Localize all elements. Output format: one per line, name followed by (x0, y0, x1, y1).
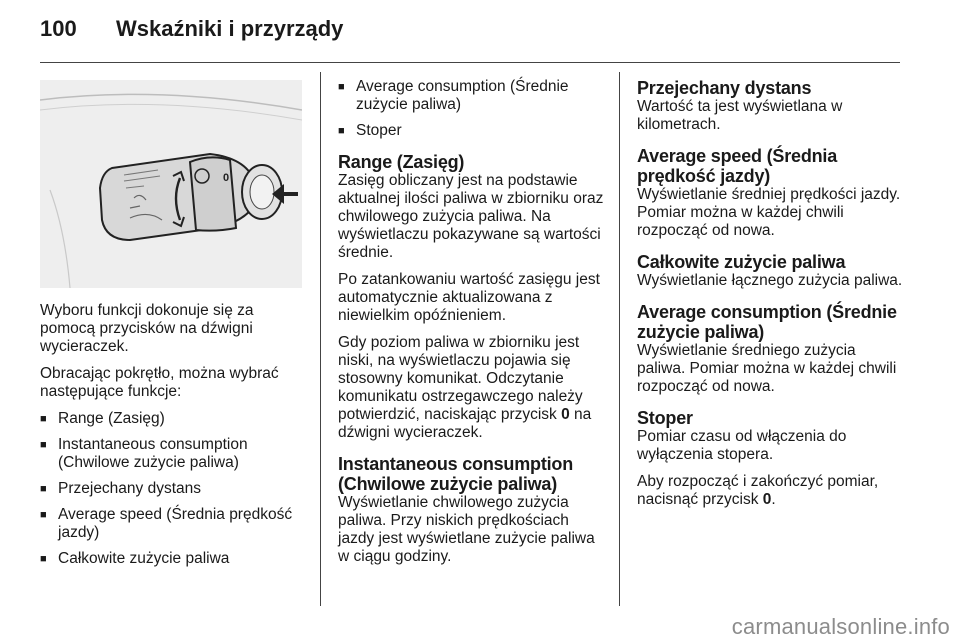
list-item: ■ Range (Zasięg) (40, 410, 306, 428)
section-heading-average-consumption: Average consumption (Średnie zużycie paliwa) (637, 302, 897, 342)
wiper-lever-illustration (40, 80, 302, 288)
intro-paragraph: Wyboru funkcji dokonuje się za pomocą przycisków na dźwigni wycieraczek. (40, 302, 254, 355)
list-item: ■ Przejechany dystans (40, 480, 306, 498)
function-list (40, 410, 306, 568)
section-heading-stopwatch: Stoper (637, 408, 693, 428)
total-consumption-paragraph: Wyświetlanie łącznego zużycia paliwa. (637, 272, 903, 289)
page-header (40, 16, 920, 48)
list-item: ■ Stoper (338, 122, 604, 140)
column-2 (338, 78, 604, 575)
key-label: 0 (762, 491, 772, 508)
svg-text:0: 0 (223, 172, 230, 184)
list-item: ■ Average consumption (Średnie zużycie paliwa) (338, 78, 604, 114)
range-paragraph-3: Gdy poziom paliwa w zbiorniku jest niski, na wyświetlaczu pojawia się stosowny komunikat. Odczytanie komunikatu ostrzegawczego należy potwierdzić, naciskając przycisk 0 na dźwigni wycieraczek. (338, 334, 592, 441)
column-1 (40, 302, 306, 576)
column-3 (637, 78, 903, 518)
wiper-lever-drawing (40, 80, 302, 288)
section-heading-average-speed: Average speed (Średnia prędkość jazdy) (637, 146, 838, 186)
function-list-continued (338, 78, 604, 140)
list-item: ■ Average speed (Średnia prędkość jazdy) (40, 506, 306, 542)
column-divider-1 (320, 72, 321, 606)
average-consumption-paragraph: Wyświetlanie średniego zużycia paliwa. Pomiar można w każdej chwili rozpocząć od nowa. (637, 342, 897, 395)
distance-paragraph: Wartość ta jest wyświetlana w kilometrach. (637, 98, 843, 133)
average-speed-paragraph: Wyświetlanie średniej prędkości jazdy. Pomiar można w każdej chwili rozpocząć od nowa. (637, 186, 901, 239)
chapter-title: Wskaźniki i przyrządy (116, 16, 344, 41)
list-item: ■ Instantaneous consumption (Chwilowe zużycie paliwa) (40, 436, 306, 472)
stopwatch-paragraph-1: Pomiar czasu od włączenia do wyłączenia stopera. (637, 428, 847, 463)
section-heading-distance: Przejechany dystans (637, 78, 812, 98)
instantaneous-paragraph: Wyświetlanie chwilowego zużycia paliwa. Przy niskich prędkościach jazdy jest wyświetlane zużycie paliwa w ciągu godziny. (338, 494, 595, 565)
watermark: carmanualsonline.info (731, 614, 950, 639)
header-rule (40, 62, 900, 63)
section-heading-instantaneous: Instantaneous consumption (Chwilowe zużycie paliwa) (338, 454, 574, 494)
section-heading-range: Range (Zasięg) (338, 152, 465, 172)
key-label: 0 (561, 406, 570, 423)
range-paragraph-1: Zasięg obliczany jest na podstawie aktualnej ilości paliwa w zbiorniku oraz chwilowego zużycia paliwa. Na wyświetlaczu pokazywane są wartości średnie. (338, 172, 604, 261)
page-number: 100 (40, 16, 77, 41)
instruction-paragraph: Obracając pokrętło, można wybrać następujące funkcje: (40, 365, 279, 400)
list-item: ■ Całkowite zużycie paliwa (40, 550, 306, 568)
section-heading-total-consumption: Całkowite zużycie paliwa (637, 252, 846, 272)
stopwatch-paragraph-2: Aby rozpocząć i zakończyć pomiar, nacisnąć przycisk 0. (637, 473, 879, 508)
column-divider-2 (619, 72, 620, 606)
range-paragraph-2: Po zatankowaniu wartość zasięgu jest automatycznie aktualizowana z niewielkim opóźnieniem. (338, 271, 600, 324)
